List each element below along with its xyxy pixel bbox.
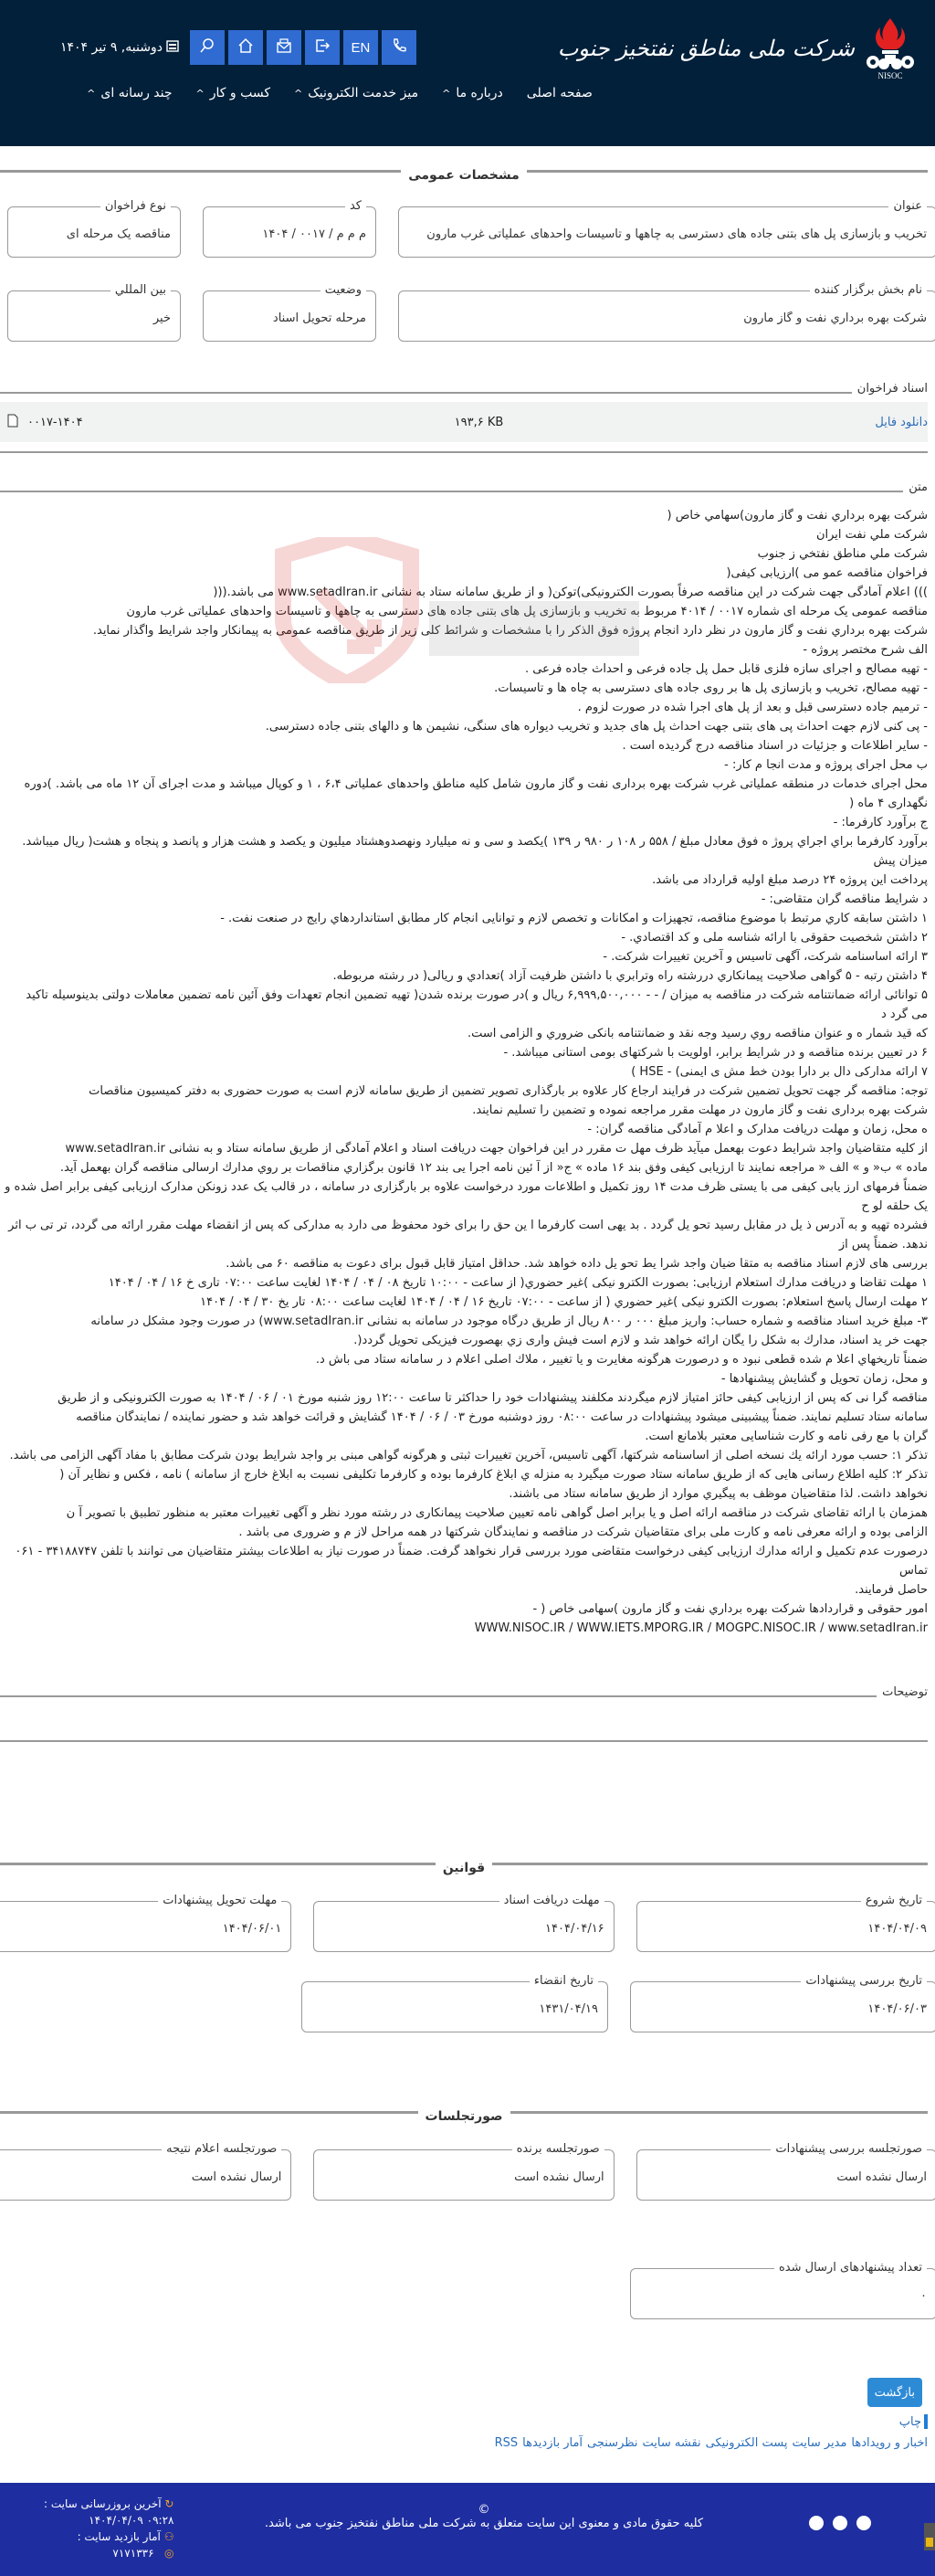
site-logo[interactable]: [558, 16, 920, 80]
footer-link-news[interactable]: اخبار و رویدادها: [851, 2436, 928, 2450]
site-stats: ↻ آخرین بروزرسانی سایت : ۰۹:۲۸ ۱۴۰۴/۰۴/۰۹ ⚇ آمار بازدید سایت : ◎ ۷۱۷۱۳۳۶: [44, 2497, 174, 2560]
nav-multimedia[interactable]: چند رسانه ای ^: [87, 86, 173, 100]
social-icon-2[interactable]: [833, 2516, 847, 2530]
language-button[interactable]: EN: [343, 30, 378, 65]
review-date-field: تاریخ بررسی پیشنهادات ۱۴۰۴/۰۶/۰۳: [630, 1981, 935, 2032]
social-icon-3[interactable]: [809, 2516, 824, 2530]
minutes-row-2: [0, 2261, 935, 2319]
footer-link-rss[interactable]: RSS: [494, 2436, 519, 2450]
call-type-field: نوع فراخوان مناقصه یک مرحله ای: [7, 206, 181, 258]
file-size: ۱۹۳,۶ KB: [454, 415, 504, 429]
doc-deadline-field: مهلت دریافت اسناد ۱۴۰۴/۰۴/۱۶: [313, 1901, 614, 1952]
nav-about[interactable]: درباره ما ^: [442, 86, 503, 100]
section-title-general: مشخصات عمومی: [0, 159, 928, 181]
nav-home[interactable]: صفحه اصلی: [526, 86, 593, 100]
tender-text-section: [0, 480, 928, 1638]
current-date: دوشنبه, ۹ تیر ۱۴۰۴: [60, 39, 179, 56]
nisoc-flame-logo-icon: [860, 16, 920, 80]
laws-row-2: [0, 1974, 935, 2032]
print-icon: [924, 2414, 928, 2429]
organizer-field: نام بخش برگزار کننده شرکت بهره برداري نفت و گاز مارون: [398, 290, 935, 342]
home-button[interactable]: [228, 30, 263, 65]
phone-icon: [391, 37, 407, 58]
notes-legend: توضیحات: [0, 1685, 928, 1705]
org-name: شرکت ملی مناطق نفتخیز جنوب: [557, 36, 855, 61]
mail-button[interactable]: [267, 30, 301, 65]
nav-e-services[interactable]: میز خدمت الکترونیک ^: [294, 86, 419, 100]
chevron-up-icon: ^: [87, 87, 96, 100]
back-button[interactable]: بازگشت: [867, 2378, 922, 2407]
file-name: ۰۰۱۷-۱۴۰۴: [7, 414, 83, 431]
minutes-section: [0, 2100, 928, 2319]
footer-link-email[interactable]: پست الکترونیکی: [705, 2436, 788, 2450]
counter-icon: ◎: [163, 2547, 174, 2560]
laws-section: [0, 1852, 928, 2032]
expiry-date-field: تاریخ انقضاء ۱۴۳۱/۰۴/۱۹: [301, 1981, 608, 2032]
documents-legend: اسناد فراخوان: [0, 382, 928, 402]
top-toolbar: [60, 30, 416, 65]
footer-link-webmaster[interactable]: مدیر سایت: [792, 2436, 847, 2450]
offer-count-field: تعداد پیشنهادهای ارسال شده ۰: [630, 2268, 935, 2319]
footer-link-sitemap[interactable]: نقشه سایت: [642, 2436, 701, 2450]
home-icon: [237, 37, 254, 58]
users-icon: ⚇: [163, 2530, 174, 2543]
divider: [0, 451, 928, 453]
review-minutes-field: صورتجلسه بررسی پیشنهادات ارسال نشده است: [636, 2149, 935, 2201]
code-field: کد م م م / ۰۰۱۷ / ۱۴۰۴: [203, 206, 376, 258]
chevron-up-icon: ^: [294, 87, 303, 100]
text-legend: متن: [0, 480, 928, 501]
notes-section: [0, 1685, 928, 1742]
login-icon: [314, 37, 331, 58]
mail-icon: [276, 37, 292, 58]
start-date-field: تاریخ شروع ۱۴۰۴/۰۴/۰۹: [636, 1901, 935, 1952]
international-field: بین المللي خیر: [7, 290, 181, 342]
actions: [0, 2378, 928, 2450]
minutes-row-1: [0, 2142, 935, 2201]
social-icons: [809, 2516, 871, 2530]
nav-business[interactable]: کسب و کار ^: [195, 86, 271, 100]
copyright: © کلیه حقوق مادی و معنوی این سایت متعلق به شرکت ملی مناطق نفتخیز جنوب می باشد.: [264, 2503, 704, 2530]
general-info-section: [0, 146, 928, 342]
result-minutes-field: صورتجلسه اعلام نتیجه ارسال نشده است: [0, 2149, 291, 2201]
phone-button[interactable]: [382, 30, 416, 65]
footer-link-poll[interactable]: نظرسنجی: [587, 2436, 638, 2450]
winner-minutes-field: صورتجلسه برنده ارسال نشده است: [313, 2149, 614, 2201]
document-row: [0, 402, 928, 442]
section-title-minutes: صورتجلسات: [0, 2100, 928, 2122]
laws-row-1: [0, 1894, 935, 1952]
section-title-laws: قوانین: [0, 1852, 928, 1874]
svg-text:NISOC: NISOC: [877, 71, 903, 80]
footer-link-stats[interactable]: آمار بازدیدها: [522, 2436, 583, 2450]
general-row-2: [0, 283, 935, 342]
title-field: عنوان تخریب و بازسازی پل های بتنی جاده های دسترسی به چاهها و تاسیسات واحدهای عملیاتی غرب مارون: [398, 206, 935, 258]
general-row-1: [0, 199, 935, 258]
search-icon: [199, 37, 215, 58]
site-header: [0, 0, 935, 146]
login-button[interactable]: [305, 30, 340, 65]
site-footer: [0, 2483, 935, 2576]
offer-deadline-field: مهلت تحویل پیشنهادات ۱۴۰۴/۰۶/۰۱: [0, 1901, 291, 1952]
search-button[interactable]: [190, 30, 225, 65]
status-field: وضعیت مرحله تحویل اسناد: [203, 290, 376, 342]
tender-details: [0, 146, 935, 2450]
chevron-up-icon: ^: [195, 87, 205, 100]
chevron-up-icon: ^: [442, 87, 451, 100]
documents-section: [0, 382, 928, 453]
tender-body-text: شرکت بهره برداري نفت و گاز مارون)سهامي خاص ( شرکت ملي نفت ایران شرکت ملي مناطق نفتخي ز جنوب فراخوان مناقصه عمو می )ارزیابی کیفی( ))) اعلام آمادگی جهت شرکت در این مناقصه صرفاً بصورت الکترونیکی)توکن( و از طریق سامانه ستاد به نشانی www.setadIran.ir می باشد.((( مناقصه عمومی یک مرحله ای شماره ۰۰۱۷ / ۴۰۱۴ مربوط به تخریب و بازسازی پل های بتنی جاده های دسترسی به چاهها و تاسیسات واحدهای عملیاتی غرب مارون شرکت بهره برداري نفت و گاز مارون در نظر دارد انجام پروژه فوق الذکر را با مشخصات و شرائط کلی زیر از طریق مناقصه عمومی به پیمانکار واجد شرایط واگذار نماید. الف شرح مختصر پروژه - - تهیه مصالح و اجرای سازه فلزی قابل حمل پل جاده فرعی و احداث جاده فرعی . - تهیه مصالح، تخریب و بازسازی پل ها بر روی جاده های دسترسی به چاه ها و تاسیسات. - ترمیم جاده دسترسی قبل و بعد از پل های اجرا شده در صورت لزوم . - پی کنی لازم جهت احداث پی های بتنی جهت احداث پل های جدید و تخریب دیواره های سنگی، نشیمن ها و دالهای بتنی جاده دسترسی. - سایر اطلاعات و جزئیات در اسناد مناقصه درج گردیده است . ب محل اجرای پروژه و مدت انجا م کار: - محل اجرای خدمات در منطقه عملیاتی غرب شرکت بهره برداری نفت و گاز مارون شامل کلیه مناطق واحدهای عملیاتی ۶،۴ ، ۱ و کوپال میباشد و مدت اجرای آن ۱۲ ماه می باشد. )دوره نگهداری ۴ ماه ( ج برآورد کارفرما: - برآورد کارفرما براي اجراي پروژ ه فوق معادل مبلغ / ۵۵۸ ر ۱۰۸ ر ۹۸۰ ر ۱۳۹ )یکصد و سی و نه میلیارد ونهصدوهشتاد میلیون و یکصد و هشت هزار و پانصد و پنجاه و هشت( ریال میباشد. میزان پیش پرداخت این پروژه ۲۴ درصد مبلغ اولیه قرارداد می باشد. د شرایط مناقصه گران متقاضی: - ۱ داشتن سابقه کاري مرتبط با موضوع مناقصه، تجهیزات و امکانات و تخصص لازم و توانایی انجام کار مطابق استانداردهاي رایج در صنعت نفت. - ۲ داشتن شخصیت حقوقی با ارائه شناسه ملی و کد اقتصادي. - ۳ ارائه اساسنامه شرکت، آگهی تاسیس و آخرین تغییرات شرکت. - ۴ داشتن رتبه - ۵ گواهی صلاحیت پیمانکاري دررشته راه وترابري با داشتن ظرفیت آزاد )تعدادي و ریالی( در رشته مربوطه. ۵ توانائی ارائه ضمانتنامه شرکت در مناقصه به میزان / - - ۶,۹۹۹,۵۰۰,۰۰۰ ریال و )در صورت برنده شدن( تهیه تضمین انجام تعهدات وفق آئین نامه تضمین معاملات دولتی بدینوسیله تاکید می گرد د که قید شمار ه و عنوان مناقصه روي رسید وجه نقد و ضمانتنامه بانکی ضروري و الزامی است. ۶ در تعیین برنده مناقصه و در شرایط برابر، اولویت با شرکتهای بومی استانی میباشد. - ۷ ارائه مدارکی دال بر دارا بودن خط مش ی ایمنی) - HSE ) توجه: مناقصه گر جهت تحویل تضمین شرکت در فرایند ارجاع کار علاوه بر بارگذاری تصویر تضمین از طریق سامانه لازم است به صورت حضوری به دفتر کمیسیون مناقصات شرکت بهره برداری نفت و گاز مارون در مهلت مقرر مراجعه نموده و تضمین را تسلیم نمایند. ه محل، زمان و مهلت دریافت مدارک و اعلا م آمادگی مناقصه گران: - از کلیه متقاضیان واجد شرایط دعوت بهعمل میآید ظرف مهل ت مقرر در این فراخوان جهت دریافت اسناد و اعلام آمادگی از طریق سامانه ستاد و به نشانی www.setadIran.ir ماده » ب« و » الف « مراجعه نمایند تا ارزیابی کیفی وفق بند ۱۶ ماده » ج« از آ ئین نامه اجرا یی بند ۱۲ قانون برگزاري مناقصات بر روي مدارك ارسالی مناقصه گران بهعمل آید. ضمناً فرمهای ارز یابی کیفی می با یستی ظرف مدت ۱۴ روز تکمیل و اطلاعات مورد درخواست علاوه بر بارگزاری در سامانه ، در قالب یک عدد زونکن مدارک ارزیابی کیفی برابر اصل شده و یک حلقه لو ح فشرده تهیه و به آدرس ذ یل در مقابل رسید تحو یل گردد . بد یهی است کارفرما ا ین حق را برای خود محفوظ می دارد به مدارکی که پس از انقضاء مهلت مقرر ارائه می گردد، تر تی ب اثر ندهد. ضمناً پس از بررسی های لازم اسناد مناقصه به متقا ضیان واجد شرا یط تحو یل داده خواهد شد. حداقل امتیاز قابل قبول برای دعوت به مناقصه ۶۰ می باشد. ۱ مهلت تقاضا و دریافت مدارك استعلام ارزیابی: بصورت الکترو نیکی )غیر حضوري( از ساعت - ۱۰:۰۰ تاریخ ۰۸ / ۰۴ / ۱۴۰۴ لغایت ساعت ۰۷:۰۰ تاری خ ۱۶ / ۰۴ / ۱۴۰۴ ۲ مهلت ارسال پاسخ استعلام: بصورت الکترو نیکی )غیر حضوري ( از ساعت - ۰۷:۰۰ تاریخ ۱۶ / ۰۴ / ۱۴۰۴ لغایت ساعت ۰۸:۰۰ تار یخ ۳۰ / ۰۴ / ۱۴۰۴ ۳- مبلغ خرید اسناد مناقصه و شماره حساب: واریز مبلغ ۰۰۰ ر ۸۰۰ ریال از طریق درگاه موجود در سامانه به نشانی www.setadIran.ir) در صورت وجود مشکل در سامانه جهت خر ید اسناد، مدارك به شکل را یگان ارائه خواهد شد و لازم است فیش واری زي بهصورت فیزیکی تحویل گردد(. ضمناً تاریخهاي اعلا م شده قطعی نبود ه و درصورت هرگونه مغایرت و یا تغییر ، ملاك اصلی اعلام د ر سامانه ستاد می باش د. و محل، زمان تحویل و گشایش پیشنهادها - مناقصه گرا نی که پس از ارزیابی کیفی حائز امتیاز لازم میگردند مکلفند پیشنهادات خود را حداکثر تا ساعت ۱۲:۰۰ روز شنبه مورخ ۰۱ / ۰۶ / ۱۴۰۴ به صورت الکترونیکی و از طریق سامانه ستاد تسلیم نمایند. ضمناً پیشبینی میشود پیشنهادات در ساعت ۰۸:۰۰ روز دوشنبه مورخ ۰۳ / ۰۶ / ۱۴۰۴ گشایش و قرائت خواهد شد و حضور نماینده / نمایندگان مناقصه گران با مع رفی نامه و کارت شناسایی معتبر بلامانع است. تذکر ۱: حسب مورد ارائه یك نسخه اصلی از اساسنامه شرکتها، آگهی تاسیس، آخرین تغییرات ثبتی و هرگونه گواهی مبنی بر واجد شرایط بودن شرکت مطابق با مفاد آگهی الزامی می باشد. تذکر ۲: کلیه اطلاع رسانی هایی که از طریق سامانه ستاد صورت میگیرد به منزله ي ابلاغ کارفرما بوده و کارفرما تکلیفی نسبت به ابلاغ خارج از سامانه ) نامه ، فکس و نظایر آن ( نخواهد داشت. لذا متقاضیان موظف به پیگیري موارد از طریق سامانه ستاد می باشند. همزمان با ارائه تقاضای شرکت در مناقصه ارائه اصل و یا برابر اصل گواهی نامه تعیین صلاحیت پیمانکاری در رشته مورد نظر و آگهی تغییرات معتبر به منظور تطبیق با تصویر آ ن الزامی بوده و ارائه معرفی نامه و کارت ملی برای متقاضیان شرکت در مناقصه و نمایندگان شرکتها در همه مراحل لاز م و ضروری می باشد . درصورت عدم تکمیل و ارائه مدارك ارزیابی کیفی درخواست متقاضی مورد بررسی قرار نخواهد گرفت. ضمناً در صورت نیاز به اطلاعات بیشتر متقاضیان می توانند با تلفن ۳۴۱۸۸۷۴۷ - ۰۶۱ تماس حاصل فرمایند. امور حقوقی و قراردادها شرکت بهره برداري نفت و گاز مارون )سهامی خاص ( - WWW.NISOC.IR / WWW.IETS.MPORG.IR / MOGPC.NISOC.IR / www.setadIran.ir: [5, 509, 928, 1635]
download-file-link[interactable]: دانلود فایل: [875, 415, 928, 429]
accessibility-tab[interactable]: [924, 2523, 935, 2550]
social-icon-1[interactable]: [856, 2516, 871, 2530]
refresh-icon: ↻: [164, 2497, 174, 2510]
print-link[interactable]: چاپ: [0, 2414, 928, 2429]
file-icon: [7, 414, 18, 431]
footer-links: [0, 2436, 928, 2450]
calendar-icon: [166, 39, 179, 56]
main-nav: [0, 86, 935, 100]
notes-content: [0, 1705, 928, 1742]
